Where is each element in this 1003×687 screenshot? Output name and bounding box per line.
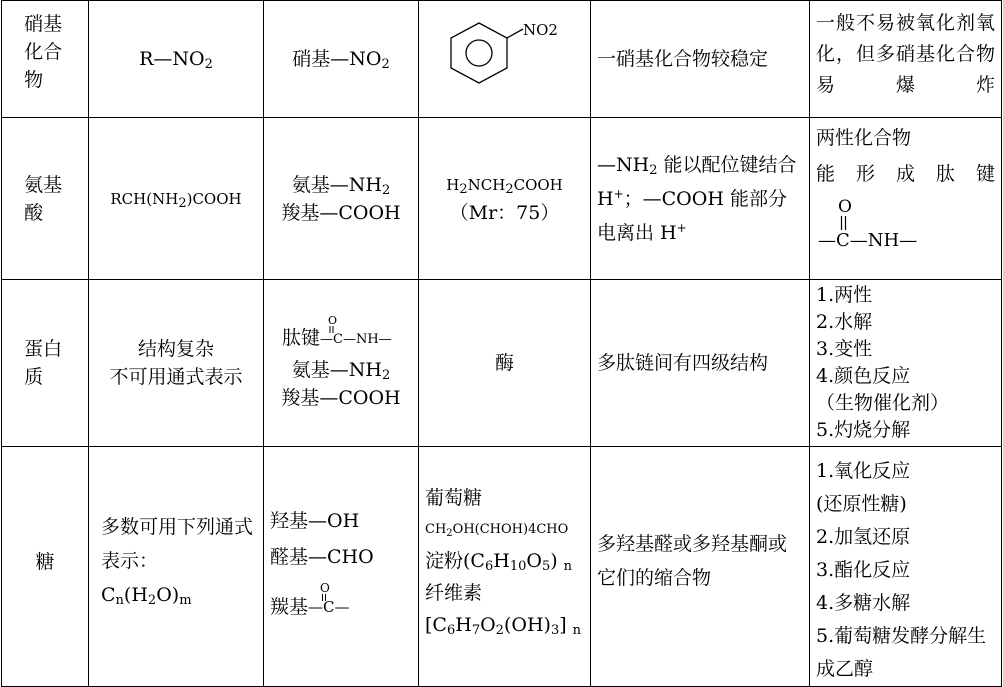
nitrobenzene-structure bbox=[419, 5, 589, 105]
functional-groups: 氨基$—NH_2$ 羧基—COOH bbox=[264, 118, 419, 280]
properties: 一般不易被氧化剂氧化，但多硝基化合物易爆炸 bbox=[810, 1, 1002, 118]
compound-name: 硝基化合物 bbox=[2, 1, 89, 118]
properties: 1.氧化反应 (还原性糖) 2.加氢还原 3.酯化反应 4.多糖水解 5.葡萄糖发酵分解生成乙醇 bbox=[810, 447, 1002, 687]
compound-name: 蛋白质 bbox=[2, 280, 89, 447]
general-formula: $R—NO_2$ bbox=[89, 1, 264, 118]
structure-note: 多肽链间有四级结构 bbox=[591, 280, 810, 447]
structure-note: $—NH_2$ 能以配位键结合 H+；—COOH 能部分电离出 H+ bbox=[591, 118, 810, 280]
table-row bbox=[2, 447, 1002, 687]
compound-name: 糖 bbox=[2, 447, 89, 687]
peptide-o: O bbox=[328, 314, 338, 327]
peptide-o: O bbox=[838, 197, 852, 217]
example: 葡萄糖 $CH_2OH(CHOH)4CHO$ 淀粉$(C_6H_{10}O_5)$ $_n$ 纤维素 $[C_6H_7O_2(OH)_3]$ $_n$ bbox=[419, 447, 591, 687]
structure-note: 多羟基醛或多羟基酮或它们的缩合物 bbox=[591, 447, 810, 687]
carbonyl-o: O bbox=[320, 580, 330, 595]
table-row bbox=[2, 1, 1002, 118]
functional-groups: 肽键 O —C—NH— 氨基$—NH_2$ 羧基—COOH bbox=[264, 280, 419, 447]
carbonyl-structure bbox=[308, 581, 364, 617]
example: 酶 bbox=[419, 280, 591, 447]
general-formula: 结构复杂 不可用通式表示 bbox=[89, 280, 264, 447]
table-row bbox=[2, 118, 1002, 280]
peptide-bond-small bbox=[320, 314, 400, 348]
example-structure bbox=[419, 1, 591, 118]
carbonyl-chain: —C— bbox=[308, 597, 350, 616]
peptide-bond-structure bbox=[816, 192, 966, 252]
properties: 1.两性 2.水解 3.变性 4.颜色反应 （生物催化剂） 5.灼烧分解 bbox=[810, 280, 1002, 447]
properties: 两性化合物 能形成肽键 O —C—NH— bbox=[810, 118, 1002, 280]
nitro-label: NO2 bbox=[523, 21, 558, 39]
table-row bbox=[2, 280, 1002, 447]
peptide-chain: —C—NH— bbox=[818, 230, 918, 251]
functional-group: 硝基$—NO_2$ bbox=[264, 1, 419, 118]
organic-compounds-table bbox=[1, 0, 1002, 687]
functional-groups: 羟基—OH 醛基—CHO 羰基 O —C— bbox=[264, 447, 419, 687]
peptide-chain: —C—NH— bbox=[320, 332, 392, 347]
general-formula: RCH(NH2)COOH bbox=[89, 118, 264, 280]
general-formula: 多数可用下列通式表示： $C_n(H_2O)_m$ bbox=[89, 447, 264, 687]
example: H2NCH2COOH （Mr：75） bbox=[419, 118, 591, 280]
compound-name: 氨基酸 bbox=[2, 118, 89, 280]
structure-note: 一硝基化合物较稳定 bbox=[591, 1, 810, 118]
